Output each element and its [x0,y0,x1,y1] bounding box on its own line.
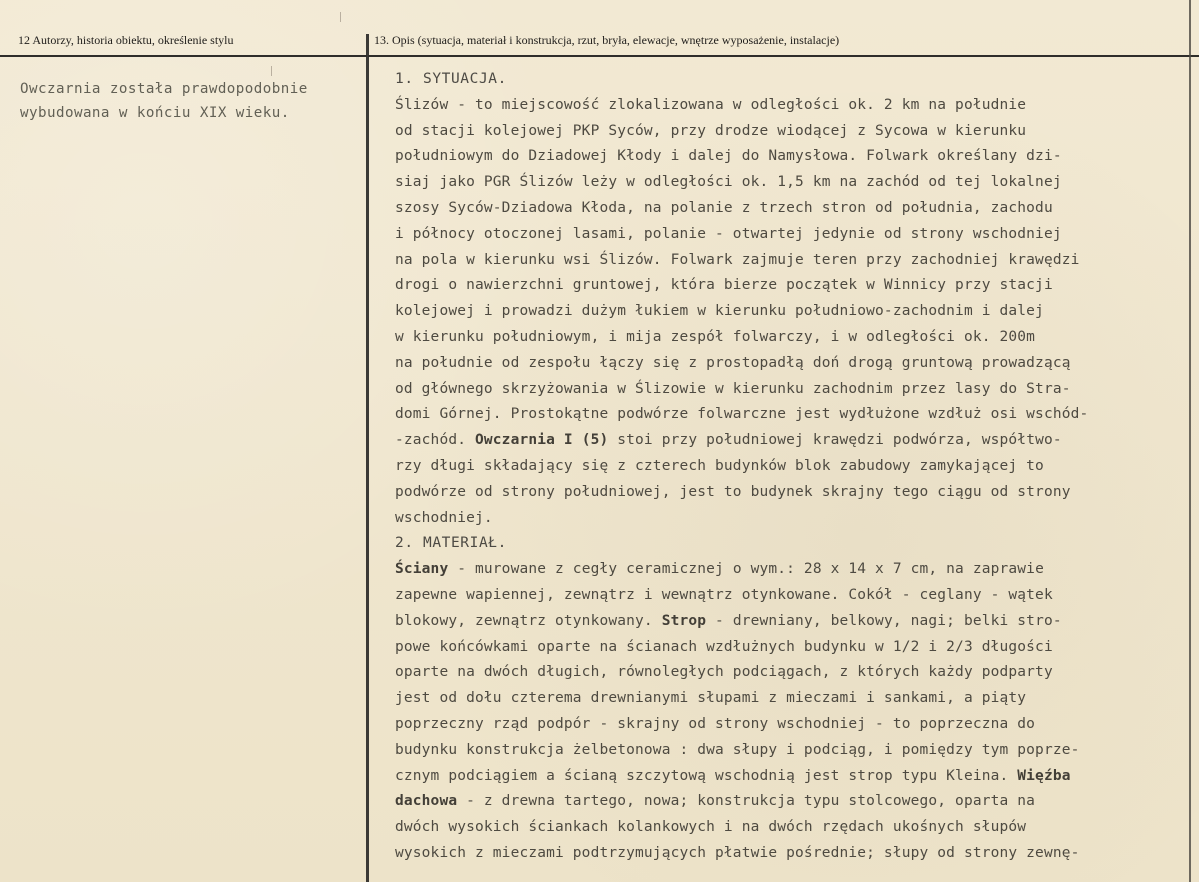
right-header-line [368,55,1199,57]
text-line-22 [395,609,1175,635]
text-line-2: Ślizów - to miejscowość zlokalizowana w odległości ok. 2 km na południe [395,96,1027,113]
left-text-line-1: Owczarnia została prawdopodobnie [20,81,308,97]
text-line-15-part-a: -zachód. [395,432,476,449]
text-line-20 [395,557,1175,583]
section-heading-material: 2. MATERIAŁ. [395,535,507,552]
left-header-line [0,55,367,57]
text-line-23: powe końcówkami oparte na ścianach wzdłużnych budynku w 1/2 i 2/3 długości [395,638,1053,655]
text-line-26: poprzeczny rząd podpór - skrajny od strony wschodniej - to poprzeczna do [395,715,1036,732]
text-line-21: zapewne wapiennej, zewnątrz i wewnątrz otynkowane. Cokół - ceglany - wątek [395,586,1053,603]
text-line-4: południowym do Dziadowej Kłody i dalej do Namysłowa. Folwark określany dzi- [395,148,1062,165]
object-name-emphasis: Owczarnia I (5) [475,432,609,449]
text-line-9: drogi o nawierzchni gruntowej, która bierze początek w Winnicy przy stacji [395,277,1053,294]
text-line-7: i północy otoczonej lasami, polanie - otwartej jedynie od strony wschodniej [395,225,1062,242]
text-line-11: w kierunku południowym, i mija zespół folwarczy, i w odległości ok. 200m [395,328,1036,345]
text-line-12: na południe od zespołu łączy się z prostopadłą doń drogą gruntową prowadzącą [395,354,1071,371]
text-line-16: rzy długi składający się z czterech budynków blok zabudowy zamykającej to [395,457,1044,474]
text-line-6: szosy Syców-Dziadowa Kłoda, na polanie z trzech stron od południa, zachodu [395,199,1053,216]
text-line-15 [395,428,1175,454]
text-line-27: budynku konstrukcja żelbetonowa : dwa słupy i podciąg, i pomiędzy tym poprze- [395,741,1080,758]
center-divider [366,34,369,882]
text-line-8: na pola w kierunku wsi Ślizów. Folwark zajmuje teren przy zachodniej krawędzi [395,251,1080,268]
left-column-text [20,78,350,125]
text-line-31: wysokich z mieczami podtrzymujących płatwie pośrednie; słupy od strony zewnę- [395,844,1080,861]
section-heading-location: 1. SYTUACJA. [395,71,507,87]
text-line-17: podwórze od strony południowej, jest to budynek skrajny tego ciągu od strony [395,483,1071,500]
text-line-22-part-c: - drewniany, belkowy, nagi; belki stro- [706,612,1062,629]
text-line-25: jest od dołu czterema drewnianymi słupami z mieczami i sankami, a piąty [395,690,1027,707]
left-section-header: 12 Autorzy, historia obiektu, określenie stylu [18,33,234,47]
text-line-15-part-c: stoi przy południowej krawędzi podwórza, współtwo- [608,432,1062,449]
description-text [395,67,1175,867]
paper-mark [340,12,341,22]
paper-mark [271,66,272,76]
text-line-29-part-b: - z drewna tartego, nowa; konstrukcja typu stolcowego, oparta na [457,793,1036,810]
text-line-24: oparte na dwóch długich, równoległych podciągach, z których każdy podparty [395,664,1053,681]
text-line-28-part-a: cznym podciągiem a ścianą szczytową wschodnią jest strop typu Kleina. [395,767,1018,784]
roof-truss-label: Więźba [1017,767,1071,784]
text-line-5: siaj jako PGR Ślizów leży w odległości ok. 1,5 km na zachód od tej lokalnej [395,174,1062,191]
walls-label: Ściany [395,561,449,578]
text-line-18: wschodniej. [395,509,493,526]
roof-label: dachowa [395,793,458,810]
right-section-header: 13. Opis (sytuacja, materiał i konstrukcja, rzut, bryła, elewacje, wnętrze wyposażenie, instalacje) [374,33,840,47]
text-line-30: dwóch wysokich ściankach kolankowych i na dwóch rzędach ukośnych słupów [395,819,1027,836]
text-line-22-part-a: blokowy, zewnątrz otynkowany. [395,612,662,629]
text-line-14: domi Górnej. Prostokątne podwórze folwarczne jest wydłużone wzdłuż osi wschód- [395,406,1089,423]
left-text-line-2: wybudowana w końciu XIX wieku. [20,104,290,121]
text-line-28 [395,764,1175,790]
text-line-29 [395,789,1175,815]
right-edge-line [1189,0,1191,882]
text-line-3: od stacji kolejowej PKP Syców, przy drodze wiodącej z Sycowa w kierunku [395,122,1027,139]
text-line-13: od głównego skrzyżowania w Ślizowie w kierunku zachodnim przez lasy do Stra- [395,380,1071,397]
ceiling-label: Strop [661,612,707,629]
text-line-20-part-b: - murowane z cegły ceramicznej o wym.: 28 x 14 x 7 cm, na zaprawie [448,561,1044,578]
text-line-10: kolejowej i prowadzi dużym łukiem w kierunku południowo-zachodnim i dalej [395,303,1044,320]
